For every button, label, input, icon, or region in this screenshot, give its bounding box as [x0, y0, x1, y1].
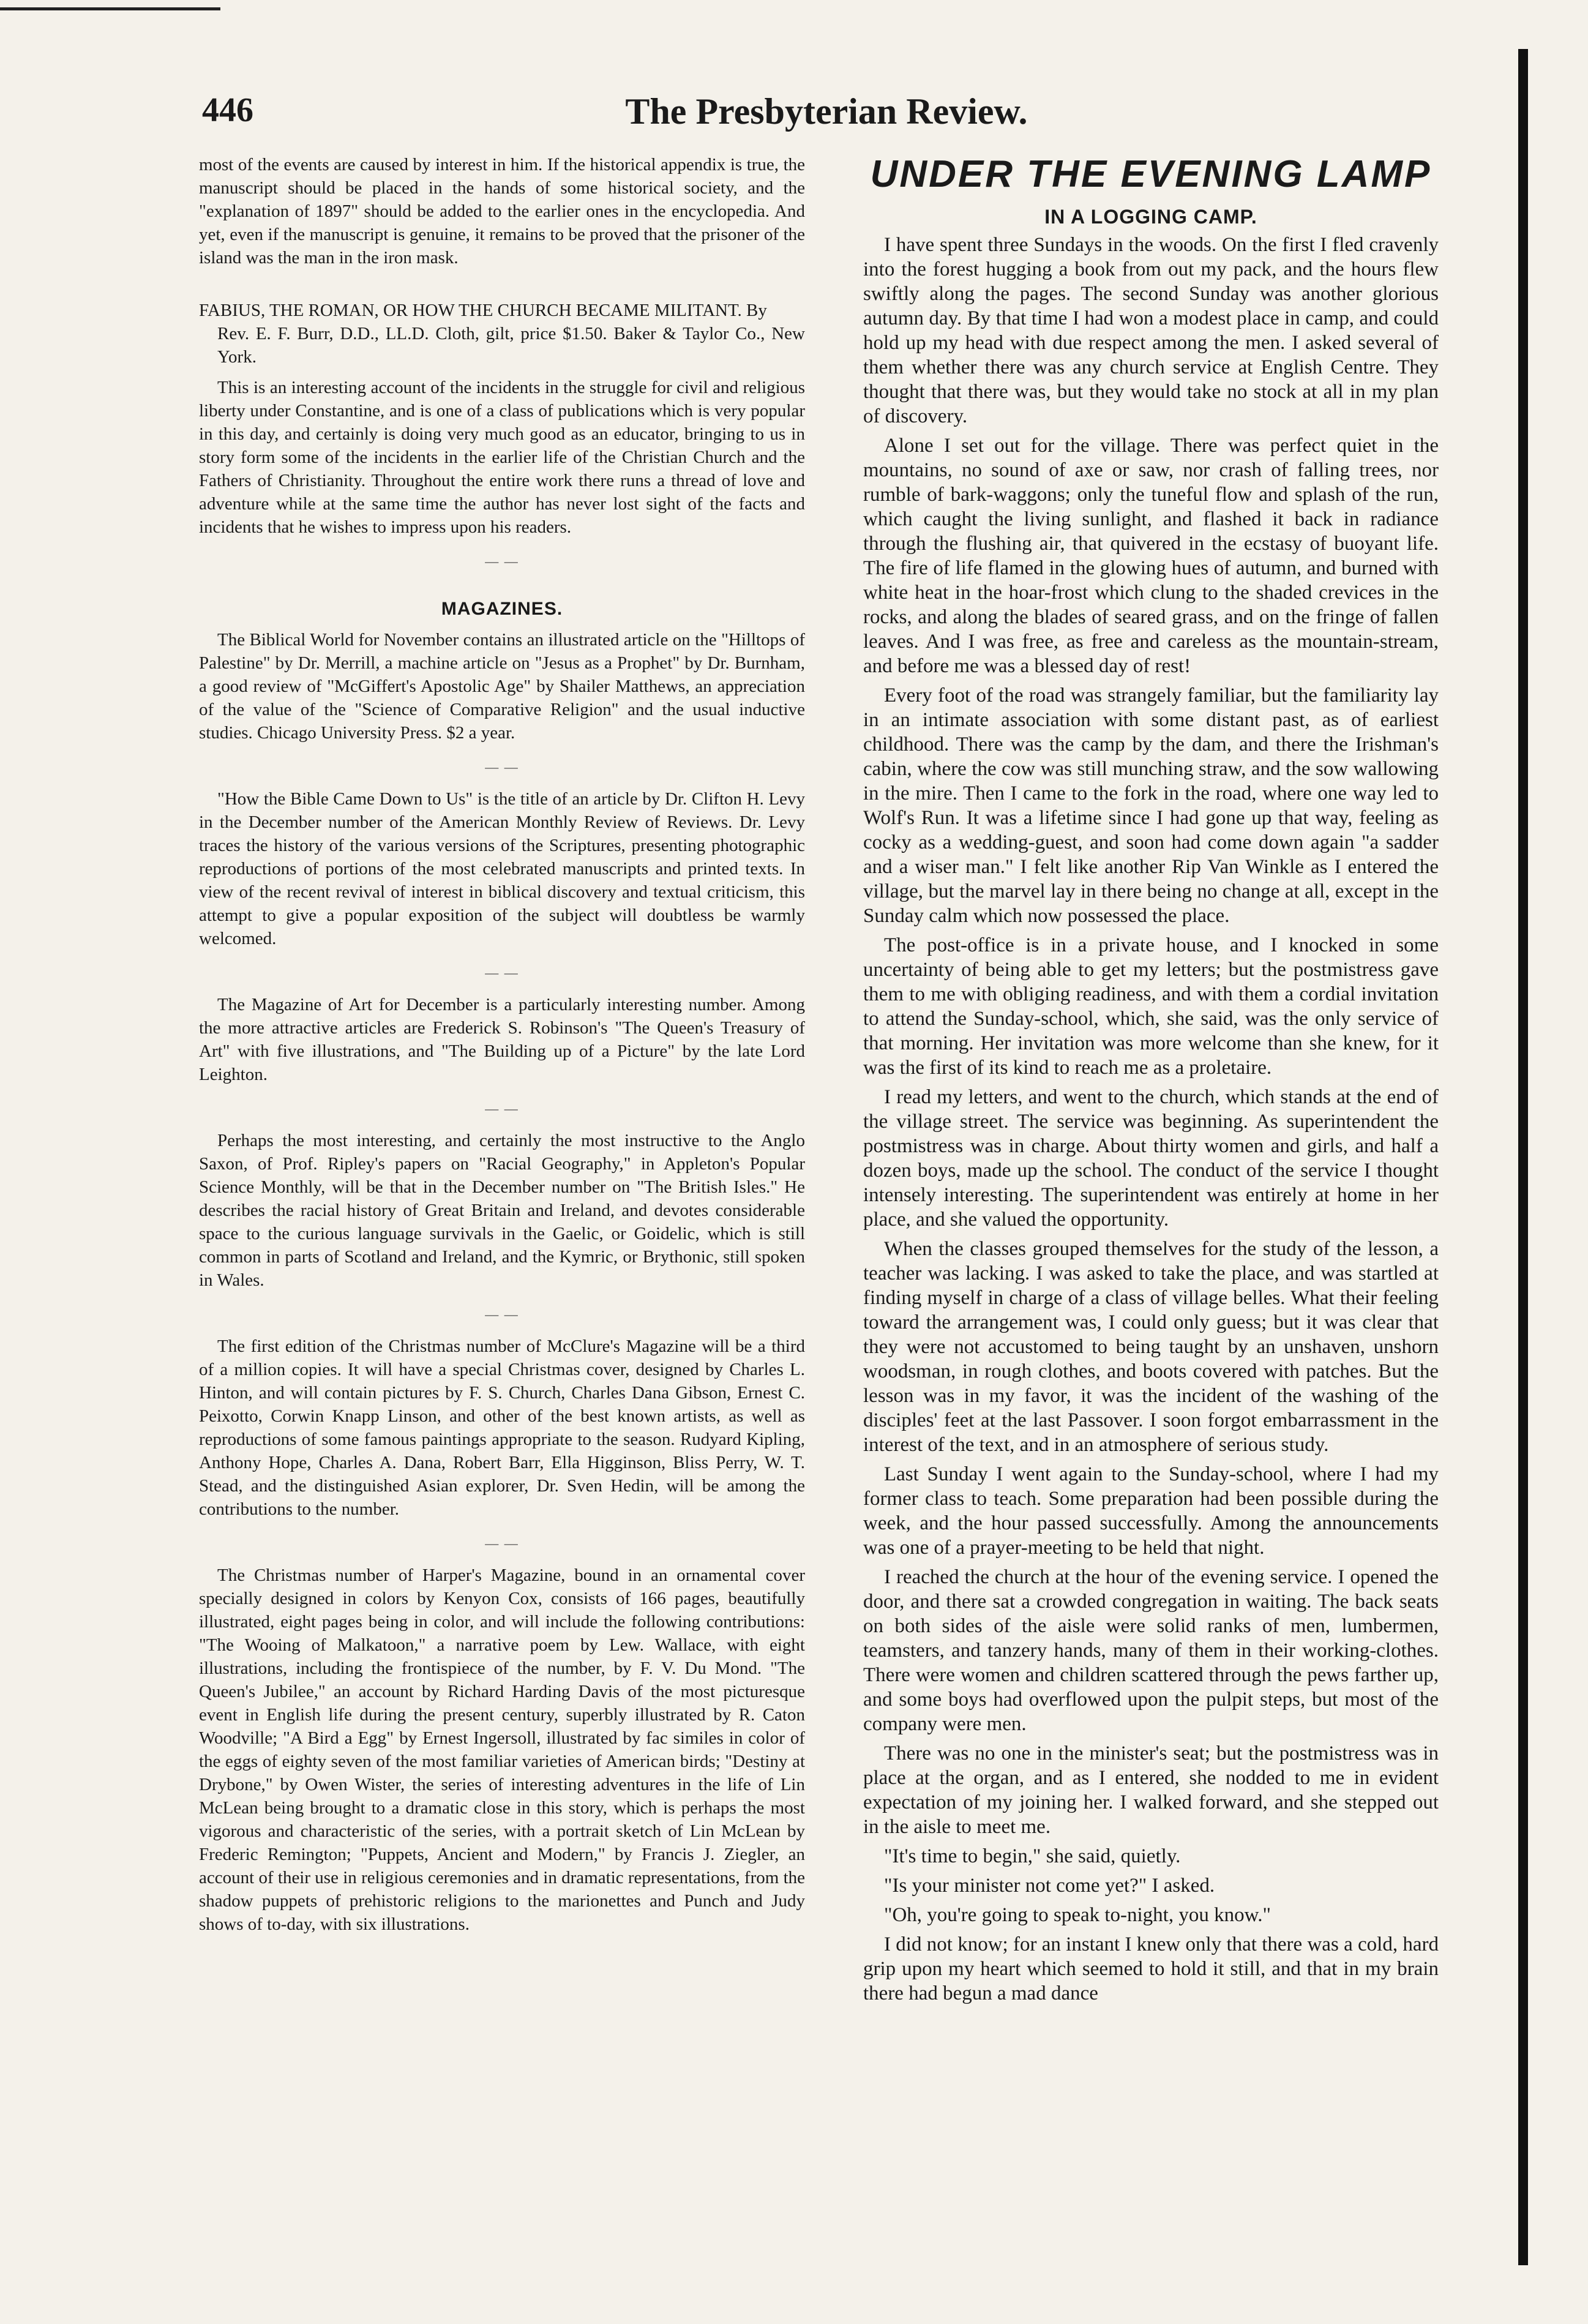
separator: — — — [485, 1306, 519, 1322]
top-rule — [0, 7, 220, 10]
magazine-note: Perhaps the most interesting, and certainly the most instructive to the Anglo Saxon, of Prof. Ripley's papers on "Racial Geography," in Appleton's Popular Science Monthly, will be that in the December number on "The British Isles." He describes the racial history of Great Britain and Ireland, and devotes considerable space to the curious language survivals in the Gaelic, or Goidelic, which is still common in parts of Scotland and Ireland, and the Kymric, or Brythonic, still spoken in Wales. — [199, 1131, 805, 1290]
section-title: UNDER THE EVENING LAMP — [870, 153, 1432, 195]
book-citation — [199, 299, 805, 369]
article-paragraph: I read my letters, and went to the church, which stands at the end of the village street. The service was beginning. As superintendent the postmistress was in charge. About thirty women and girls, and half a dozen boys, made up the school. The conduct of the service I thought intensely interesting. The superintendent was entirely at home in her place, and she valued the opportunity. — [863, 1086, 1439, 1231]
magazine-note: The Biblical World for November contains an illustrated article on the "Hilltops of Palestine" by Dr. Merrill, a machine article on "Jesus as a Prophet" by Dr. Burnham, a good review of "McGiffert's Apostolic Age" by Shailer Matthews, an appreciation of the value of the "Science of Comparative Religion" and the usual inductive studies. Chicago University Press. $2 a year. — [199, 630, 805, 743]
magazines-heading: MAGAZINES. — [441, 599, 563, 619]
article-title: IN A LOGGING CAMP. — [1044, 206, 1257, 228]
page-number: 446 — [202, 91, 253, 129]
article-paragraph: Last Sunday I went again to the Sunday-school, where I had my former class to teach. Some preparation had been possible during the week, and the hour passed successfully. Among the announcements was one of a prayer-meeting to be held that night. — [863, 1463, 1439, 1559]
separator: — — — [485, 759, 519, 774]
article-paragraph: I have spent three Sundays in the woods. On the first I fled cravenly into the forest hugging a book from out my pack, and the hours flew swiftly along the pages. The second Sunday was another glorious autumn day. By that time I had won a modest place in camp, and could hold up my head with due respect among the men. I asked several of them whether there was any church service at English Centre. They thought that there was, but they would take no stock at all in my plan of discovery. — [863, 234, 1439, 427]
article-paragraph: The post-office is in a private house, and I knocked in some uncertainty of being able to get my letters; but the postmistress gave them to me with obliging readiness, and with them a cordial invitation to attend the Sunday-school, which, she said, was the only service of that morning. Her invitation was more welcome than she knew, for it was the first of its kind to reach me as a proletaire. — [863, 934, 1439, 1079]
article-paragraph: Every foot of the road was strangely familiar, but the familiarity lay in an intimate association with some distant past, as of earliest childhood. There was the camp by the dam, and there the Irishman's cabin, where the cow was still munching straw, and the sow wallowing in the mire. Then I came to the fork in the road, where one way led to Wolf's Run. It was a lifetime since I had gone up that way, feeling as cocky as a wedding-guest, and soon had come down again "a sadder and a wiser man." I felt like another Rip Van Winkle as I entered the village, but the marvel lay in there being no change at all, except in the Sunday calm which now possessed the place. — [863, 684, 1439, 927]
separator: — — — [485, 553, 519, 569]
review-continuation: most of the events are caused by interest in him. If the historical appendix is true, the manuscript should be placed in the hands of some historical society, and the "explanation of 1897" should be added to the earlier ones in the encyclopedia. And yet, even if the manuscript is genuine, it remains to be proved that the prisoner of the island was the man in the iron mask. — [199, 155, 805, 268]
magazine-note: "How the Bible Came Down to Us" is the title of an article by Dr. Clifton H. Levy in the December number of the American Monthly Review of Reviews. Dr. Levy traces the history of the various versions of the Scriptures, presenting photographic reproductions of portions of the most celebrated manuscripts and printed texts. In view of the recent revival of interest in biblical discovery and textual criticism, this attempt to give a popular exposition of the subject will doubtless be warmly welcomed. — [199, 789, 805, 948]
dialogue-line: "It's time to begin," she said, quietly. — [884, 1845, 1181, 1867]
page-header — [202, 91, 1433, 140]
page-edge-bar — [1518, 49, 1528, 2265]
left-column — [199, 153, 805, 1941]
separator: — — — [485, 965, 519, 980]
article-paragraph: I reached the church at the hour of the evening service. I opened the door, and there sat a crowded congregation in waiting. The back seats on both sides of the aisle were solid ranks of men, lumbermen, teamsters, and tanzery hands, many of them in their working-clothes. There were women and children scattered through the pews farther up, and some boys had overflowed upon the pulpit steps, but most of the company were men. — [863, 1566, 1439, 1735]
journal-title: The Presbyterian Review. — [625, 91, 1028, 132]
article-paragraph: I did not know; for an instant I knew only that there was a cold, hard grip upon my heart which seemed to hold it still, and that in my brain there had begun a mad dance — [863, 1933, 1439, 2004]
separator: — — — [485, 1101, 519, 1116]
book-citation-details: Rev. E. F. Burr, D.D., LL.D. Cloth, gilt, price $1.50. Baker & Taylor Co., New York. — [217, 324, 805, 367]
article-paragraph: There was no one in the minister's seat; but the postmistress was in place at the organ, and as I entered, she nodded to me in evident expectation of my joining her. I walked forward, and she stepped out in the aisle to meet me. — [863, 1742, 1439, 1838]
article-paragraph: Alone I set out for the village. There was perfect quiet in the mountains, no sound of axe or saw, nor crash of falling trees, nor rumble of bark-waggons; only the tuneful flow and splash of the run, which caught the living sunlight, and flashed it back in radiance through the flushing air, that quivered in the ecstasy of buoyant life. The fire of life flamed in the glowing hues of autumn, and burned with white heat in the hoar-frost which clung to the shaded crevices in the rocks, and along the blades of seared grass, and on the fringe of fallen leaves. And I was free, as free and careless as the mountain-stream, and before me was a blessed day of rest! — [863, 435, 1439, 677]
separator: — — — [485, 1535, 519, 1551]
right-column — [863, 153, 1439, 2011]
magazine-note: The Christmas number of Harper's Magazine, bound in an ornamental cover specially designed in colors by Kenyon Cox, consists of 166 pages, beautifully illustrated, eight pages being in color, and will include the following contributions: "The Wooing of Malkatoon," a narrative poem by Lew. Wallace, with eight illustrations, including the frontispiece of the number, by F. V. Du Mond. "The Queen's Jubilee," an account by Richard Harding Davis of the most picturesque event in English life during the present century, superbly illustrated by R. Caton Woodville; "A Bird a Egg" by Ernest Ingersoll, illustrated by fac similes in color of the eggs of eighty seven of the most familiar varieties of American birds; "Destiny at Drybone," by Owen Wister, the series of interesting adventures in the life of Lin McLean being brought to a dramatic close in this story, which is perhaps the most vigorous and characteristic of the series, with a portrait sketch of Lin McLean by Frederic Remington; "Puppets, Ancient and Modern," by Francis J. Ziegler, an account of their use in religious ceremonies and in dramatic representations, from the shadow puppets of prehistoric religions to the marionettes and Punch and Judy shows of to-day, with six illustrations. — [199, 1565, 805, 1934]
magazine-note: The Magazine of Art for December is a particularly interesting number. Among the more attractive articles are Frederick S. Robinson's "The Queen's Treasury of Art" with five illustrations, and "The Building up of a Picture" by the late Lord Leighton. — [199, 995, 805, 1084]
book-review-text: This is an interesting account of the incidents in the struggle for civil and religious liberty under Constantine, and is one of a class of publications which is very popular in this day, and certainly is doing very much good as an educator, bringing to us in story form some of the incidents in the earlier life of the Christian Church and the Fathers of Christianity. Throughout the entire work there runs a thread of love and adventure while at the same time the author has never lost sight of the facts and incidents that he wishes to impress upon his readers. — [199, 378, 805, 537]
book-citation-title: FABIUS, THE ROMAN, OR HOW THE CHURCH BECAME MILITANT. By — [199, 301, 767, 320]
article-paragraph: When the classes grouped themselves for the study of the lesson, a teacher was lacking. I was asked to take the place, and was startled at finding myself in charge of a class of village belles. What their feeling toward the arrangement was, I could only guess; but it was clear that they were not accustomed to being taught by an unshaven, unshorn woodsman, in rough clothes, and boots covered with patches. But the lesson was in my favor, it was the incident of the washing of the disciples' feet at the last Passover. I soon forgot embarrassment in the interest of the text, and in an atmosphere of serious study. — [863, 1238, 1439, 1456]
magazine-note: The first edition of the Christmas number of McClure's Magazine will be a third of a million copies. It will have a special Christmas cover, designed by Charles L. Hinton, and will contain pictures by F. S. Church, Charles Dana Gibson, Ernest C. Peixotto, Corwin Knapp Linson, and other of the best known artists, as well as reproductions of some famous paintings appropriate to the season. Rudyard Kipling, Anthony Hope, Charles A. Dana, Robert Barr, Ella Higginson, Bliss Perry, W. T. Stead, and the distinguished Asian explorer, Dr. Sven Hedin, will be among the contributions to the number. — [199, 1336, 805, 1519]
dialogue-line: "Oh, you're going to speak to-night, you know." — [884, 1904, 1272, 1926]
dialogue-line: "Is your minister not come yet?" I asked. — [884, 1875, 1215, 1897]
